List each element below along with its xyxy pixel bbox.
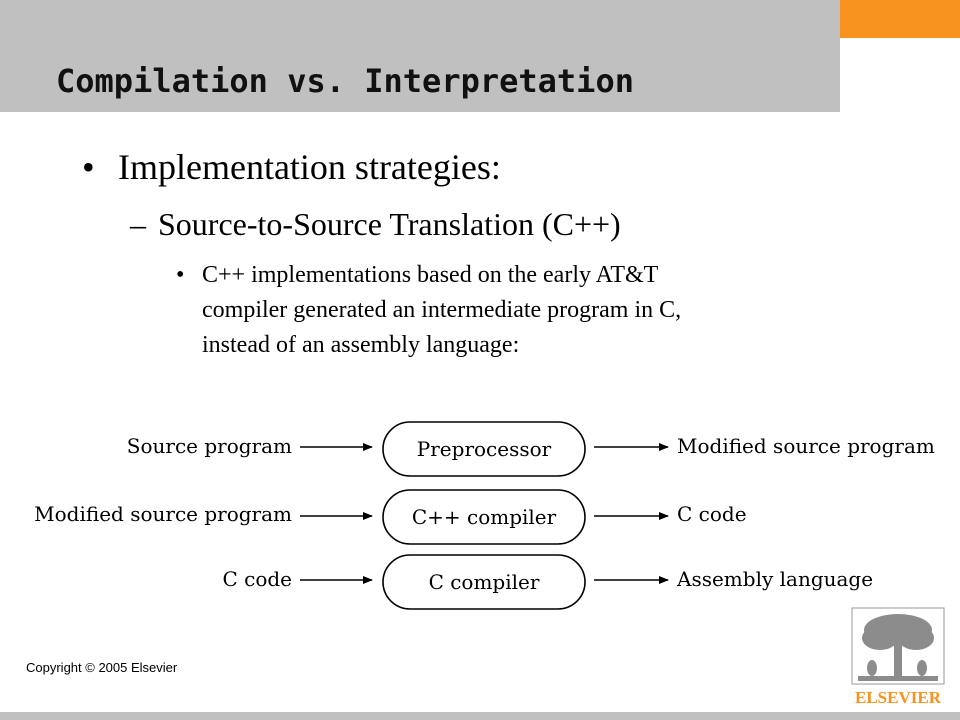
row-1-output-label: Modified source program (677, 434, 935, 458)
bullet-level3-line-1: C++ implementations based on the early AT&T (202, 262, 659, 288)
bullet-level3-line-2: compiler generated an intermediate program in C, (202, 297, 682, 323)
row-3-output-label: Assembly language (677, 567, 874, 591)
bullet-level1-text: Implementation strategies: (118, 147, 501, 187)
tree-icon (858, 614, 938, 681)
row-1-stage-label: Preprocessor (416, 437, 552, 461)
bullet-level1 (82, 146, 501, 188)
dash-mark: – (130, 206, 146, 242)
bullet-level2-text: Source-to-Source Translation (C++) (158, 206, 621, 242)
slide-title: Compilation vs. Interpretation (56, 62, 634, 100)
accent-box (840, 0, 960, 38)
bullet-mark-small: • (176, 262, 185, 288)
pipeline-row-2 (34, 490, 746, 544)
row-1-input-label: Source program (126, 434, 292, 458)
bullet-level2 (130, 206, 621, 243)
pipeline-row-1 (127, 422, 935, 476)
bullet-mark: • (82, 147, 95, 187)
row-2-output-label: C code (677, 502, 747, 526)
logo-wordmark: ELSEVIER (855, 688, 941, 707)
bullet-level3 (176, 258, 681, 363)
bottom-strip (0, 712, 960, 720)
row-2-input-label: Modified source program (34, 502, 292, 526)
copyright-text: Copyright © 2005 Elsevier (26, 660, 178, 675)
compilation-pipeline-diagram (0, 400, 960, 630)
row-2-stage-label: C++ compiler (411, 505, 557, 529)
elsevier-logo (850, 606, 946, 710)
row-3-input-label: C code (222, 567, 292, 591)
pipeline-row-3 (222, 555, 873, 609)
bullet-level3-line-3: instead of an assembly language: (202, 332, 520, 358)
row-3-stage-label: C compiler (428, 570, 540, 594)
